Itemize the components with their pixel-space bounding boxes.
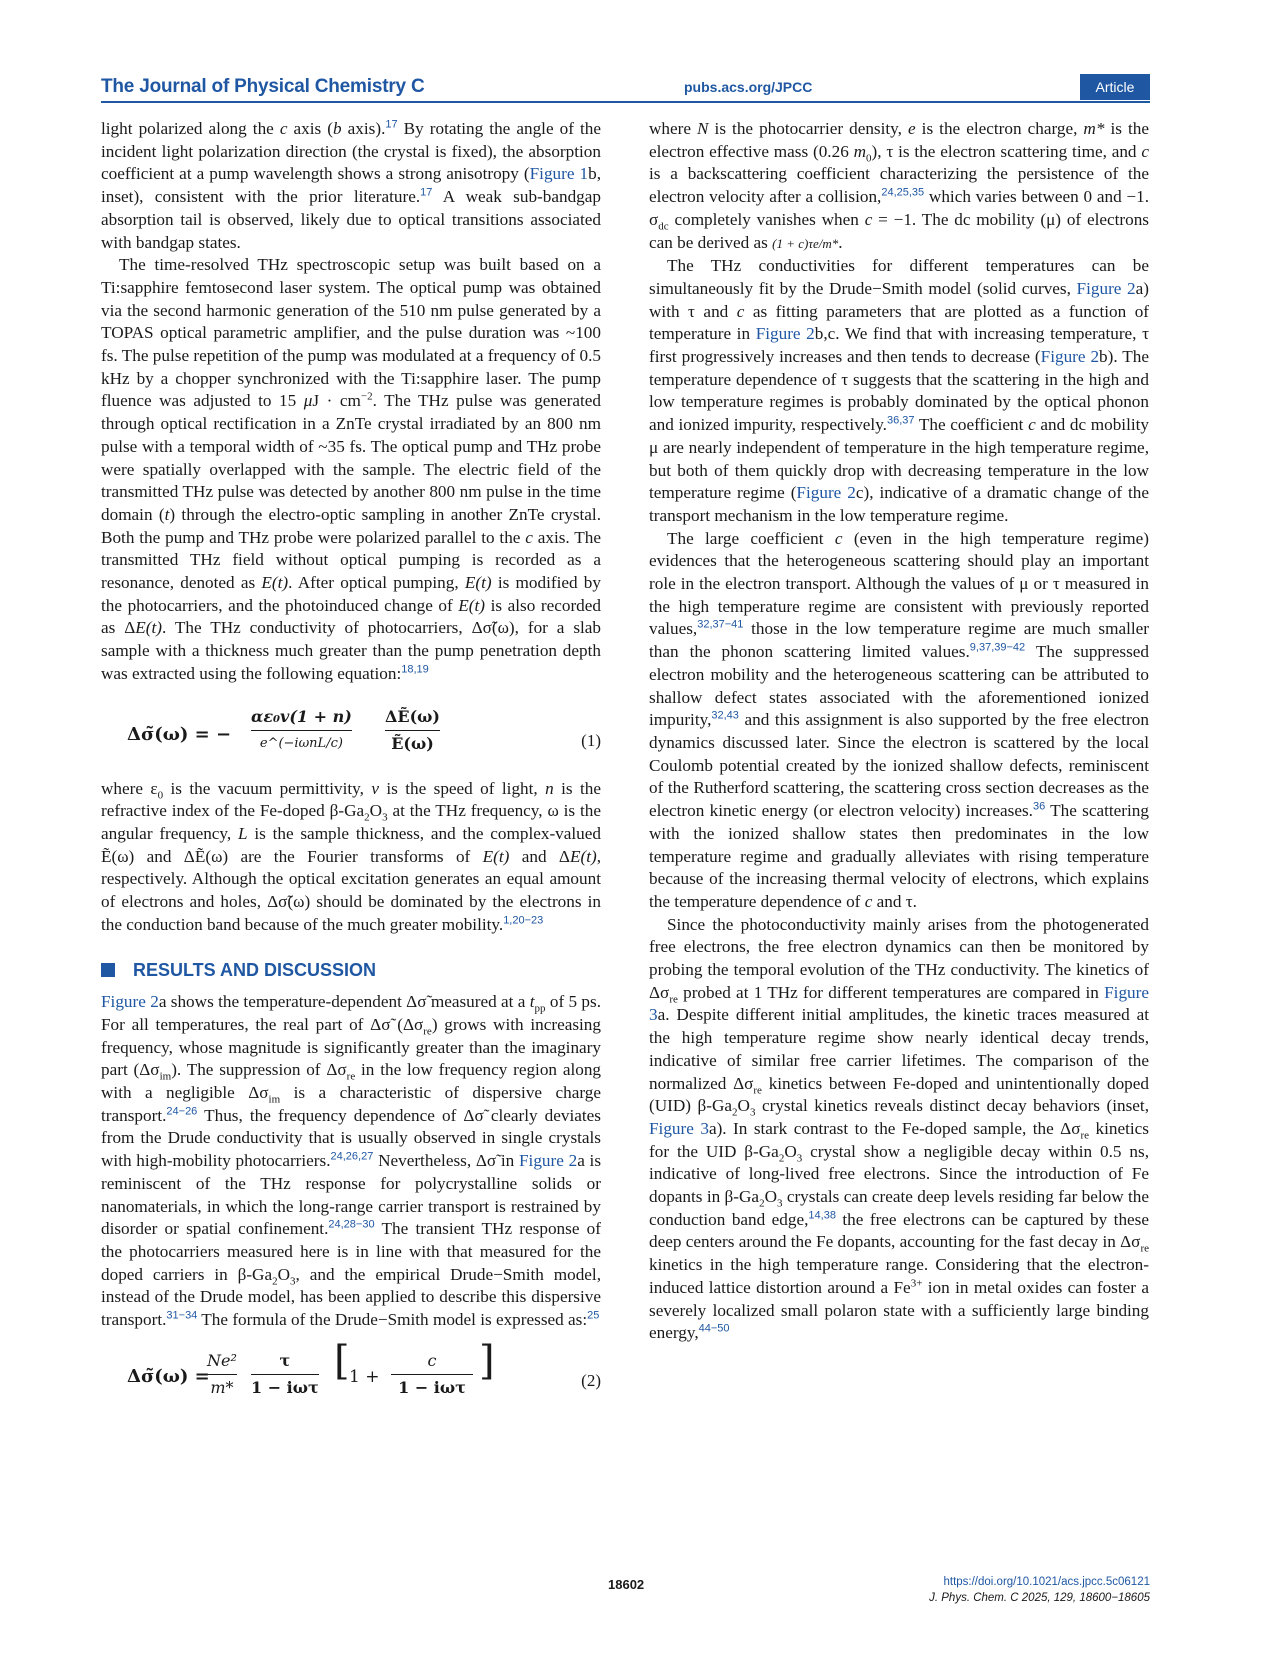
citation-link[interactable]: 17 <box>385 118 398 131</box>
equation-number: (1) <box>581 730 601 750</box>
right-column <box>649 118 1149 1345</box>
equation-1 <box>101 700 601 770</box>
citation-link[interactable]: 18,19 <box>401 663 429 676</box>
equation-fraction: ΔẼ(ω) Ẽ(ω) <box>385 706 440 754</box>
equation-lhs: Δσ̃(ω) = − <box>127 723 232 745</box>
doi-link[interactable]: https://doi.org/10.1021/acs.jpcc.5c06121 <box>943 1576 1150 1588</box>
left-column <box>101 118 601 1414</box>
journal-title[interactable]: The Journal of Physical Chemistry C <box>101 76 425 97</box>
citation-link[interactable]: 36,37 <box>886 414 915 427</box>
paragraph: The time-resolved THz spectroscopic setup was built based on a Ti:sapphire femtosecond laser system. The optical pump was obtained via the second harmonic generation of the 510 nm pulse generated by a TOPAS optical parametric amplifier, and the pulse duration was ~100 fs. The pulse repetition of the pump was modulated at a frequency of 0.5 kHz by a chopper synchronized with the Ti:sapphire laser. The pump fluence was adjusted to 15 $\mu J \cdot cm^{-2}$. The THz pulse was generated through optical rectification in a ZnTe crystal irradiated by an 800 nm pulse with a temporal width of ~35 fs. The optical pump and THz probe were spatially overlapped with the sample. The electric field of the transmitted THz pulse was detected by another 800 nm pulse in the time domain (t) through the electro-optic sampling in another ZnTe crystal. Both the pump and THz probe were polarized parallel to the c axis. The transmitted THz field without optical pumping is recorded as a resonance, denoted as E(t). After optical pumping, E(t) is modified by the photocarriers, and the photoinduced change of E(t) is also recorded as ΔE(t). The THz conductivity of photocarriers, Δσ̃(ω), for a slab sample with a thickness much greater than the pump penetration depth was extracted using the following equation:$^{18,19}$ <box>101 255 602 683</box>
citation-link[interactable]: 24,28−30 <box>328 1218 375 1231</box>
paragraph: light polarized along the c axis (b axis).$^{17}$ By rotating the angle of the incident light polarization direction (the crystal is fixed), the absorption coefficient at a pump wavelength shows a strong anisotropy (Figure 1b, inset), consistent with the prior literature.$^{17}$ A weak sub-bandgap absorption tail is observed, likely due to optical transitions associated with bandgap states. <box>101 118 602 252</box>
paragraph: where $\varepsilon_0$ is the vacuum permittivity, v is the speed of light, n is the refractive index of the Fe-doped $\beta-Ga_2O_3$ at the THz frequency, ω is the angular frequency, L is the sample thickness, and the complex-valued Ẽ(ω) and ΔẼ(ω) are the Fourier transforms of E(t) and ΔE(t), respectively. Although the optical excitation generates an equal amount of electrons and holes, Δσ̃(ω) should be dominated by the electrons in the conduction band because of the much greater mobility.$^{1,20-23}$ <box>101 778 601 934</box>
figure-link[interactable]: Figure 2 <box>1040 347 1100 367</box>
paragraph: Since the photoconductivity mainly arises from the photogenerated free electrons, the free electron dynamics can then be monitored by probing the temporal evolution of the THz conductivity. The kinetics of $\Delta\sigma_{re}$ probed at 1 THz for different temperatures are compared in Figure 3a. Despite different initial amplitudes, the kinetic traces measured at the high temperature regime show nearly identical decay trends, indicative of similar free carrier lifetimes. The comparison of the normalized $\Delta\sigma_{re}$ kinetics between Fe-doped and unintentionally doped (UID) $\beta-Ga_2O_3$ crystal kinetics reveals distinct decay behaviors (inset, Figure 3a). In stark contrast to the Fe-doped sample, the $\Delta\sigma_{re}$ kinetics for the UID $\beta-Ga_2O_3$ crystal show a negligible decay within 0.5 ns, indicative of long-lived free electrons. Since the introduction of Fe dopants in $\beta-Ga_2O_3$ crystals can create deep levels residing far below the conduction band edge,$^{14,38}$ the free electrons can be captured by these deep centers around the Fe dopants, accounting for the fast decay in $\Delta\sigma_{re}$ kinetics in the high temperature range. Considering that the electron-induced lattice distortion around a $Fe^{3+}$ ion in metal oxides can foster a severely localized small polaron state with a sufficiently large binding energy,$^{44-50}$ <box>649 914 1149 1343</box>
journal-citation: J. Phys. Chem. C 2025, 129, 18600−18605 <box>929 1592 1150 1604</box>
citation-link[interactable]: 14,38 <box>808 1209 836 1222</box>
paragraph: Figure 2a shows the temperature-dependent Δσ̃ measured at a $t_{pp}$ of 5 ps. For all temperatures, the real part of Δσ̃ $(\Delta\sigma_{re})$ grows with increasing frequency, whose magnitude is significantly greater than the imaginary part $(\Delta\sigma_{im})$. The suppression of $\Delta\sigma_{re}$ in the low frequency region along with a negligible $\Delta\sigma_{im}$ is a characteristic of dispersive charge transport.$^{24-26}$ Thus, the frequency dependence of Δσ̃ clearly deviates from the Drude conductivity that is usually observed in single crystals with high-mobility photocarriers.$^{24,26,27}$ Nevertheless, Δσ̃ in Figure 2a is reminiscent of the THz response for polycrystalline solids or nanomaterials, in which the long-range carrier transport is restrained by disorder or spatial confinement.$^{24,28-30}$ The transient THz response of the photocarriers measured here is in line with that measured for the doped carriers in $\beta-Ga_2O_3$, and the empirical Drude−Smith model, instead of the Drude model, has been applied to describe this dispersive transport.$^{31-34}$ The formula of the Drude−Smith model is expressed as:$^{25}$ <box>101 992 602 1330</box>
equation-fraction: αε₀v(1 + n) e^(−iωnL/c) <box>251 706 352 752</box>
figure-link[interactable]: Figure 2 <box>755 324 815 344</box>
section-square-icon <box>101 963 115 977</box>
citation-link[interactable]: 24,25,35 <box>881 186 925 199</box>
figure-link[interactable]: Figure 3 <box>649 1118 709 1138</box>
citation-link[interactable]: 24−26 <box>166 1104 198 1117</box>
figure-link[interactable]: Figure 2 <box>519 1151 578 1171</box>
paragraph: where N is the photocarrier density, e is the electron charge, m* is the electron effective mass (0.26 $m_0$), τ is the electron scattering time, and c is a backscattering coefficient characterizing the persistence of the electron velocity after a collision,$^{24,25,35}$ which varies between 0 and −1. $\sigma_{dc}$ completely vanishes when c = −1. The dc mobility (μ) of electrons can be derived as (1 + c)τe/m*. <box>649 119 1149 252</box>
figure-link[interactable]: Figure 2 <box>1076 278 1136 298</box>
paragraph: The large coefficient c (even in the high temperature regime) evidences that the heterogeneous scattering should play an important role in the electron transport. Although the values of μ or τ measured in the high temperature regime are consistent with previously reported values,$^{32,37-41}$ those in the low temperature regime are much smaller than the phonon scattering limited values.$^{9,37,39-42}$ The suppressed electron mobility and the heterogeneous scattering can be attributed to shallow defect states associated with the aforementioned ionized impurity,$^{32,43}$ and this assignment is also supported by the free electron dynamics discussed later. Since the electron is scattered by the local Coulomb potential created by the ionized shallow defects, reminiscent of the Rutherford scattering, the scattering cross section decreases as the electron kinetic energy (or electron velocity) increases.$^{36}$ The scattering with the ionized shallow states then predominates in the low temperature regime and gradually alleviates with rising temperature because of the increasing thermal velocity of electrons, which explains the temperature dependence of c and τ. <box>649 528 1149 911</box>
page-number: 18602 <box>608 1577 645 1592</box>
figure-link[interactable]: Figure 2 <box>796 483 856 503</box>
equation-fraction: Ne² m* <box>207 1350 237 1398</box>
equation-fraction: c 1 − iωτ <box>391 1350 473 1400</box>
page-header <box>101 76 1150 100</box>
equation-fraction: τ 1 − iωτ <box>251 1350 319 1398</box>
figure-link[interactable]: Figure 1 <box>529 164 589 184</box>
citation-link[interactable]: 24,26,27 <box>330 1150 374 1163</box>
article-type-badge: Article <box>1080 74 1150 100</box>
citation-link[interactable]: 31−34 <box>166 1309 198 1322</box>
citation-link[interactable]: 25 <box>587 1309 600 1322</box>
section-title: RESULTS AND DISCUSSION <box>133 959 377 980</box>
figure-link[interactable]: Figure 2 <box>101 992 159 1012</box>
citation-link[interactable]: 17 <box>420 186 433 199</box>
equation-2: Δσ̃(ω) = Ne² m* τ 1 − iωτ [ 1 + c 1 − iωτ ] (2) <box>101 1346 601 1406</box>
equation-number: (2) <box>581 1370 601 1390</box>
citation-link[interactable]: 36 <box>1032 800 1046 813</box>
equation-lhs: Δσ̃(ω) = <box>127 1365 210 1387</box>
citation-link[interactable]: 32,37−41 <box>697 618 744 631</box>
figure-link[interactable]: Figure 3 <box>649 982 1149 1025</box>
citation-link[interactable]: 1,20−23 <box>503 914 544 927</box>
header-divider <box>101 101 1150 103</box>
citation-link[interactable]: 44−50 <box>698 1322 730 1335</box>
paragraph: The THz conductivities for different temperatures can be simultaneously fit by the Drude−Smith model (solid curves, Figure 2a) with τ and c as fitting parameters that are plotted as a function of temperature in Figure 2b,c. We find that with increasing temperature, τ first progressively increases and then tends to decrease (Figure 2b). The temperature dependence of τ suggests that the scattering in the high and low temperature regimes is probably dominated by the optical phonon and ionized impurity, respectively.$^{36,37}$ The coefficient c and dc mobility μ are nearly independent of temperature in the high temperature regime, but both of them quickly drop with decreasing temperature in the low temperature regime (Figure 2c), indicative of a dramatic change of the transport mechanism in the low temperature regime. <box>649 256 1150 525</box>
section-heading <box>101 959 601 982</box>
journal-url-link[interactable]: pubs.acs.org/JPCC <box>684 79 813 95</box>
citation-link[interactable]: 9,37,39−42 <box>969 641 1026 654</box>
citation-link[interactable]: 32,43 <box>711 709 739 722</box>
